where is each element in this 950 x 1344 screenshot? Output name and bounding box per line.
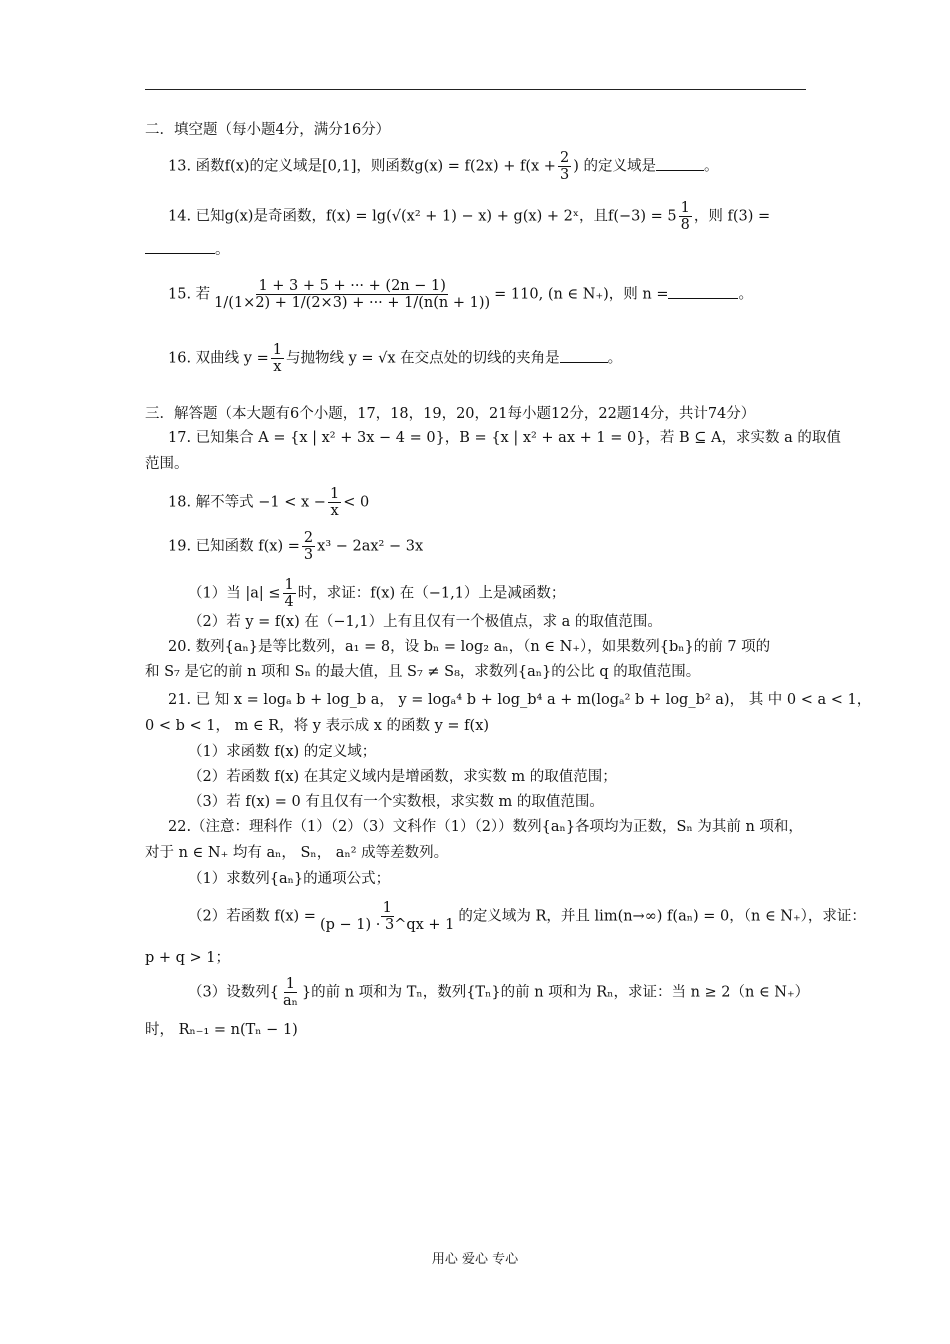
section3-header: 三．解答题（本大题有6个小题，17，18，19，20，21每小题12分，22题14分，共计74分） <box>145 406 756 422</box>
question-22-line1: 22.（注意：理科作（1）（2）（3）文科作（1）（2））数列{aₙ}各项均为正数，Sₙ 为其前 n 项和， <box>168 819 803 835</box>
question-21-part3: （3）若 f(x) = 0 有且仅有一个实数根，求实数 m 的取值范围。 <box>188 794 604 810</box>
header-rule <box>145 89 806 90</box>
question-text: 双曲线 y = <box>195 350 269 367</box>
question-number: 14. <box>168 208 192 225</box>
question-21-line1: 21. 已 知 x = logₐ b + log_b a， y = logₐ⁴ b + log_b⁴ a + m(logₐ² b + log_b² a)， 其 中 0 < a < 1， <box>168 692 872 708</box>
question-text: 已知g(x)是奇函数，f(x) = lg(√(x² + 1) − x) + g(x) + 2ˣ，且f(−3) = 5 <box>195 208 677 225</box>
question-15: 15. 若 $\frac{1 + 3 + 5 + \cdot\cdot\cdot + (2n - 1)}{1/(1\times 2) + 1/(2\times 3) + \cdot\cdot\cdot + 1/(n(n + 1))}$ = 110, (n ∈ N₊)，则 n = 。 <box>168 278 753 311</box>
question-22-line2: 对于 n ∈ N₊ 均有 aₙ， Sₙ， aₙ² 成等差数列。 <box>145 845 449 861</box>
question-text: = 110, (n ∈ N₊)，则 n = <box>494 286 669 303</box>
question-22-part3: （3）设数列{ $\frac{1}{\text{aₙ}}$ }的前 n 项和为 Tₙ，数列{Tₙ}的前 n 项和为 Rₙ，求证：当 n ≥ 2（n ∈ N₊） <box>188 976 810 1009</box>
question-number: 16. <box>168 350 192 367</box>
answer-blank <box>656 158 704 171</box>
section2-header: 二．填空题（每小题4分，满分16分） <box>145 122 391 138</box>
question-text: ) 的定义域是 <box>573 158 656 175</box>
question-22-part2: （2）若函数 f(x) = $\frac{1}{(p - 1) \cdot 3\^{}qx + 1}$ 的定义域为 R，并且 lim(n→∞) f(aₙ) = 0，（n ∈ N₊），求证： <box>188 900 866 933</box>
question-14-continuation: 。 <box>145 240 230 260</box>
question-22-part2-continuation: p + q > 1； <box>145 950 231 966</box>
fraction: $\frac{1 + 3 + 5 + \cdot\cdot\cdot + (2n - 1)}{1/(1\times 2) + 1/(2\times 3) + \cdot\cdot\cdot + 1/(n(n + 1))}$ <box>214 278 491 311</box>
question-14 <box>168 200 770 233</box>
question-17-line2: 范围。 <box>145 456 189 472</box>
fraction: $\frac{1}{x}$ <box>329 486 340 519</box>
fraction: $\frac{2}{3}$ <box>559 150 570 183</box>
question-22-part3-continuation: 时， Rₙ₋₁ = n(Tₙ − 1) <box>145 1022 298 1038</box>
question-number: 13. <box>168 158 192 175</box>
question-13: 13. 函数f(x)的定义域是[0,1]，则函数g(x) = f(2x) + f(x + $\frac{2}{3}$ ) 的定义域是 。 <box>168 150 719 183</box>
question-20-line1: 20. 数列{aₙ}是等比数列，a₁ = 8，设 bₙ = log₂ aₙ，（n ∈ N₊），如果数列{bₙ}的前 7 项的 <box>168 639 771 655</box>
fraction: $\frac{2}{3}$ <box>303 530 314 563</box>
fraction: $\frac{1}{x}$ <box>272 342 282 375</box>
fraction: $\frac{1}{(p - 1) \cdot 3\^{}qx + 1}$ <box>319 900 455 933</box>
question-22-part1: （1）求数列{aₙ}的通项公式； <box>188 871 391 887</box>
answer-blank <box>560 350 608 363</box>
page-footer: 用心 爱心 专心 <box>431 1252 519 1267</box>
question-20-line2: 和 S₇ 是它的前 n 项和 Sₙ 的最大值，且 S₇ ≠ S₈，求数列{aₙ}的公比 q 的取值范围。 <box>145 664 701 680</box>
fraction: $\frac{1}{8}$ <box>680 200 690 233</box>
question-19-part2: （2）若 y = f(x) 在（−1,1）上有且仅有一个极值点，求 a 的取值范围。 <box>188 614 662 630</box>
answer-blank <box>668 286 738 299</box>
question-19-part1: （1）当 |a| ≤ $\frac{1}{4}$ 时，求证：f(x) 在（−1,1）上是减函数； <box>188 577 566 610</box>
question-text: ，则 f(3) = <box>693 208 771 225</box>
fraction: $\frac{1}{\text{aₙ}}$ <box>282 976 298 1009</box>
question-18: 18. 解不等式 −1 < x − $\frac{1}{x}$ < 0 <box>168 486 370 519</box>
question-21-line2: 0 < b < 1， m ∈ R，将 y 表示成 x 的函数 y = f(x) <box>145 718 490 734</box>
answer-blank <box>145 241 215 254</box>
fraction: $\frac{1}{4}$ <box>284 577 294 610</box>
question-16: 16. 双曲线 y = $\frac{1}{x}$ 与抛物线 y = √x 在交点处的切线的夹角是 。 <box>168 342 623 375</box>
question-21-part1: （1）求函数 f(x) 的定义域； <box>188 744 377 760</box>
question-number: 15. <box>168 286 192 303</box>
question-17-line1: 17. 已知集合 A = {x | x² + 3x − 4 = 0}，B = {x | x² + ax + 1 = 0}，若 B ⊆ A，求实数 a 的取值 <box>168 430 841 446</box>
question-19: 19. 已知函数 f(x) = $\frac{2}{3}$ x³ − 2ax² − 3x <box>168 530 424 563</box>
question-text: 函数f(x)的定义域是[0,1]，则函数g(x) = f(2x) + f(x + <box>195 158 556 175</box>
question-text: 若 <box>195 286 211 303</box>
question-text: 与抛物线 y = √x 在交点处的切线的夹角是 <box>285 350 560 367</box>
question-21-part2: （2）若函数 f(x) 在其定义域内是增函数，求实数 m 的取值范围； <box>188 769 617 785</box>
